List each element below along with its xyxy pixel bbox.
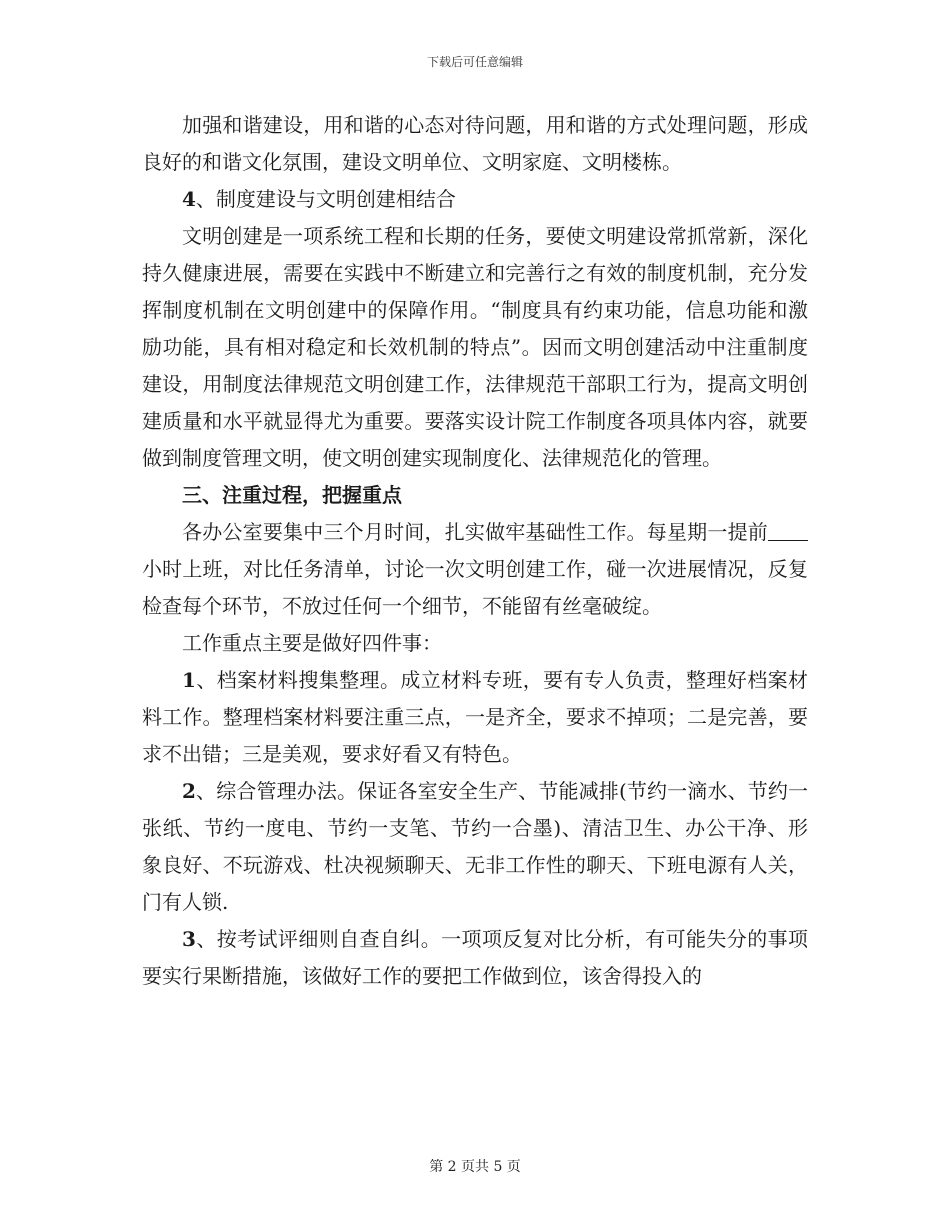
subheading-text: 、制度建设与文明创建相结合 — [195, 187, 456, 211]
list-item-text: 、档案材料搜集整理。成立材料专班，要有专人负责，整理好档案材料工作。整理档案材料要注重三点，一是齐全，要求不掉项；二是完善，要求不出错；三是美观，要求好看又有特色。 — [142, 668, 808, 766]
list-item-self-check — [142, 921, 808, 995]
paragraph-three-months — [142, 514, 808, 625]
fill-in-blank — [768, 520, 808, 541]
list-item-number: 3 — [182, 927, 196, 951]
document-body — [142, 107, 808, 995]
subheading-number: 4 — [182, 187, 196, 211]
list-item-management — [142, 773, 808, 921]
page-header: 下载后可任意编辑 — [426, 55, 523, 69]
page-footer: 第 2 页共 5 页 — [429, 1159, 521, 1175]
list-item-archives — [142, 662, 808, 773]
list-item-number: 2 — [182, 779, 196, 803]
paragraph-text-after-blank: 小时上班，对比任务清单，讨论一次文明创建工作，碰一次进展情况，反复检查每个环节，不放过任何一个细节，不能留有丝毫破绽。 — [142, 557, 808, 618]
list-item-text: 、综合管理办法。保证各室安全生产、节能减排(节约一滴水、节约一张纸、节约一度电、节约一支笔、节约一合墨)、清洁卫生、办公干净、形象良好、不玩游戏、杜决视频聊天、无非工作性的聊天、下班电源有人关，门有人锁. — [142, 779, 808, 914]
section-heading-process: 三、注重过程，把握重点 — [182, 483, 402, 507]
paragraph-harmony: 加强和谐建设，用和谐的心态对待问题，用和谐的方式处理问题，形成良好的和谐文化氛围，建设文明单位、文明家庭、文明楼栋。 — [142, 113, 808, 174]
list-item-number: 1 — [182, 668, 196, 692]
paragraph-text-before-blank: 各办公室要集中三个月时间，扎实做牢基础性工作。每星期一提前 — [182, 520, 768, 544]
paragraph-four-tasks-intro: 工作重点主要是做好四件事： — [182, 631, 442, 655]
subheading-institution — [142, 181, 808, 218]
list-item-text: 、按考试评细则自查自纠。一项项反复对比分析，有可能失分的事项要实行果断措施，该做好工作的要把工作做到位，该舍得投入的 — [142, 927, 808, 988]
paragraph-civilization-system: 文明创建是一项系统工程和长期的任务，要使文明建设常抓常新，深化持久健康进展，需要在实践中不断建立和完善行之有效的制度机制，充分发挥制度机制在文明创建中的保障作用。“制度具有约束功能，信息功能和激励功能，具有相对稳定和长效机制的特点”。因而文明创建活动中注重制度建设，用制度法律规范文明创建工作，法律规范干部职工行为，提高文明创建质量和水平就显得尤为重要。要落实设计院工作制度各项具体内容，就要做到制度管理文明，使文明创建实现制度化、法律规范化的管理。 — [142, 224, 808, 470]
